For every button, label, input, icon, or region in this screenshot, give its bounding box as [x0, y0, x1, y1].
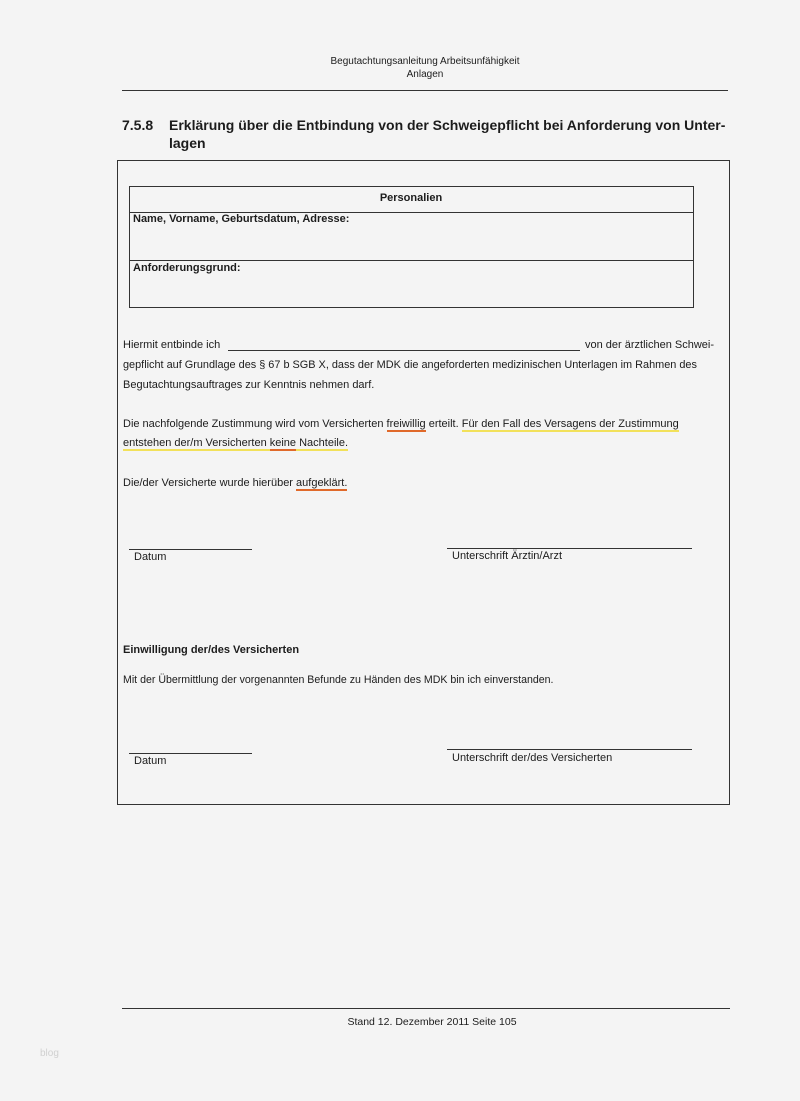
- para2-line2: entstehen der/m Versicherten keine Nachteile.: [123, 437, 349, 449]
- signature-label-1: Unterschrift Ärztin/Arzt: [452, 550, 563, 562]
- consent-title: Einwilligung der/des Versicherten: [123, 644, 300, 656]
- table-heading: Personalien: [379, 192, 443, 204]
- section-number: 7.5.8: [122, 117, 154, 133]
- reason-field-label: Anforderungsgrund:: [133, 262, 241, 274]
- section-title-cont: lagen: [169, 135, 206, 151]
- para2-line1: Die nachfolgende Zustimmung wird vom Versicherten freiwillig erteilt. Für den Fall des Versagens der Zustimmung: [123, 418, 679, 430]
- signature-line-2: [447, 749, 692, 750]
- para1-text: Hiermit entbinde ich: [123, 339, 221, 351]
- name-blank-line: [228, 350, 580, 351]
- consent-text: Mit der Übermittlung der vorgenannten Befunde zu Händen des MDK bin ich einverstanden.: [123, 674, 554, 686]
- name-field-label: Name, Vorname, Geburtsdatum, Adresse:: [133, 213, 350, 225]
- header-line1: Begutachtungsanleitung Arbeitsunfähigkeit: [330, 56, 520, 67]
- date-label-1: Datum: [134, 551, 167, 563]
- para1-line3: Begutachtungsauftrages zur Kenntnis nehmen darf.: [123, 379, 375, 391]
- date-line-1: [129, 549, 252, 550]
- personalien-table: [129, 186, 694, 308]
- para1-line2: gepflicht auf Grundlage des § 67 b SGB X, dass der MDK die angeforderten medizinischen Unterlagen im Rahmen des: [123, 359, 697, 371]
- footer-rule: [122, 1008, 730, 1009]
- date-label-2: Datum: [134, 755, 167, 767]
- para3: Die/der Versicherte wurde hierüber aufgeklärt.: [123, 477, 348, 489]
- para1-text-cont: von der ärztlichen Schwei-: [585, 339, 715, 351]
- watermark: blog: [40, 1048, 59, 1059]
- signature-line-1: [447, 548, 692, 549]
- date-line-2: [129, 753, 252, 754]
- header-rule: [122, 90, 728, 91]
- table-rule: [129, 260, 693, 261]
- footer-text: Stand 12. Dezember 2011 Seite 105: [347, 1016, 517, 1028]
- signature-label-2: Unterschrift der/des Versicherten: [452, 752, 613, 764]
- header-line2: Anlagen: [406, 69, 444, 80]
- section-title: Erklärung über die Entbindung von der Schweigepflicht bei Anforderung von Unter-: [169, 117, 726, 133]
